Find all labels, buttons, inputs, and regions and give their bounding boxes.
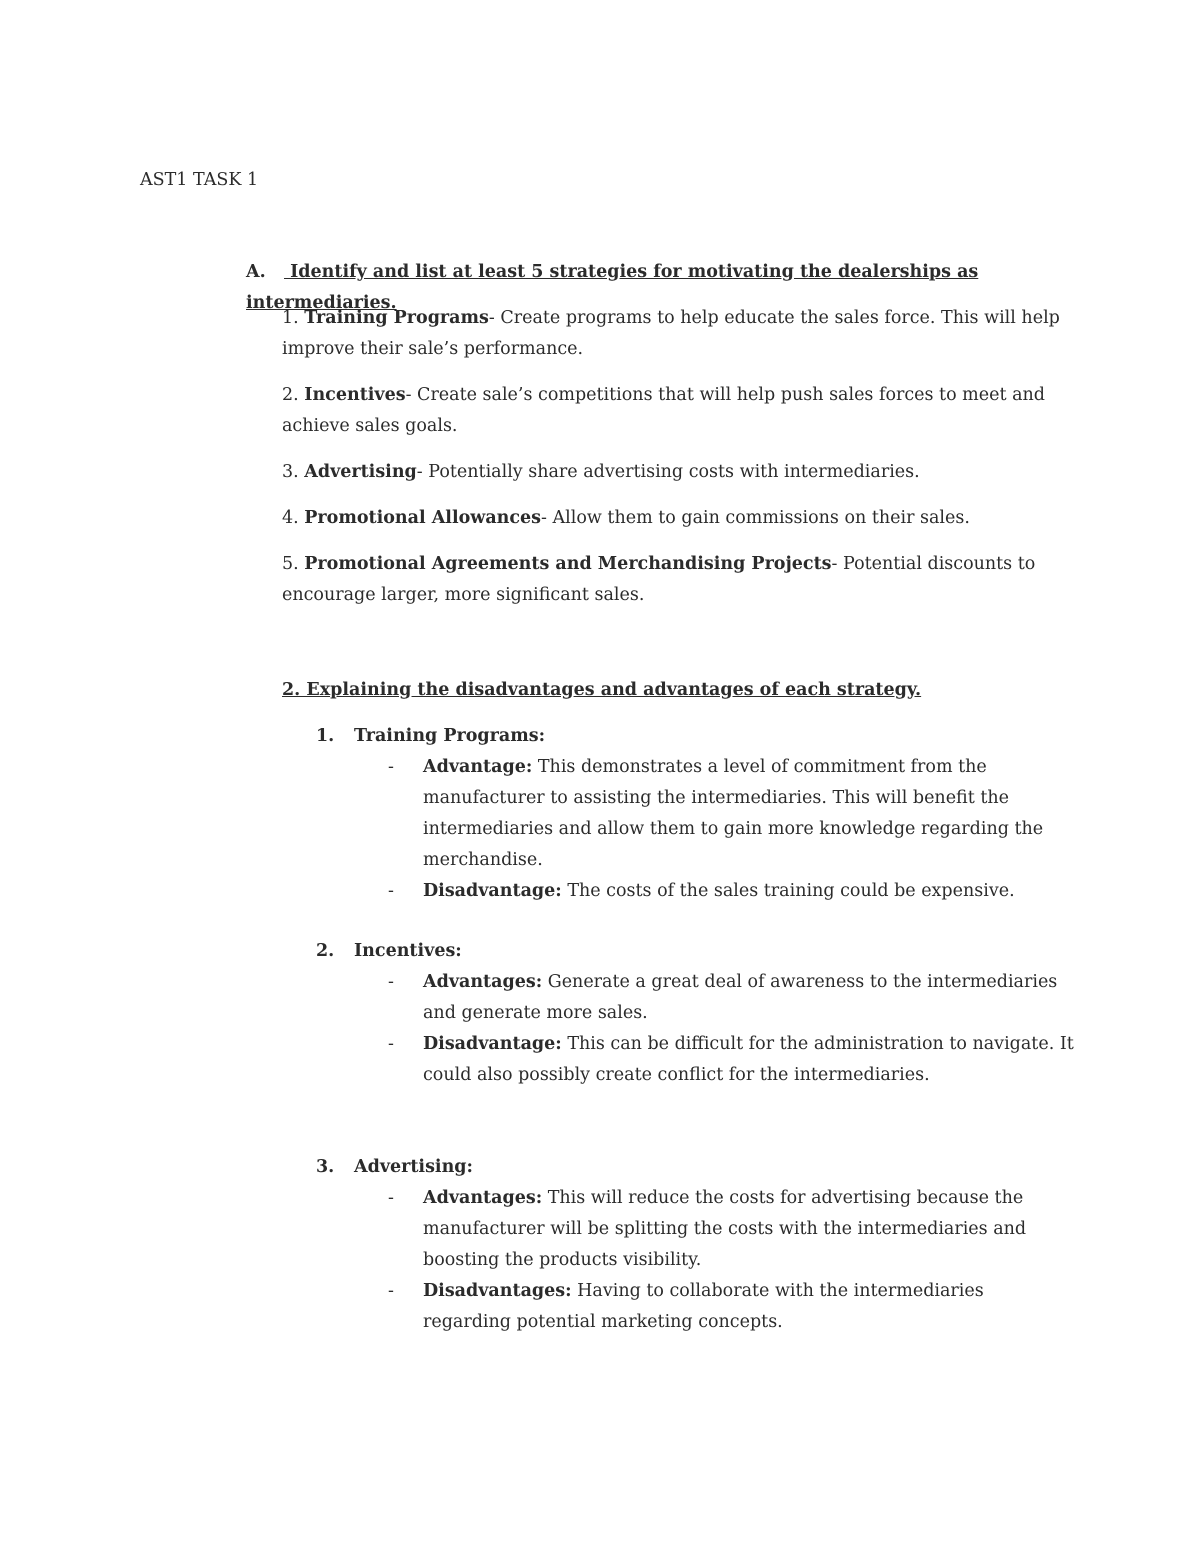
strategy-detail-number: 1. bbox=[316, 726, 335, 746]
point-text: Having to collaborate with the intermediaries regarding potential marketing concepts. bbox=[423, 1281, 984, 1332]
strategy-item bbox=[282, 549, 1072, 611]
point-list bbox=[316, 967, 1076, 1091]
strategy-term: Training Programs bbox=[304, 308, 489, 328]
point-label: Disadvantage: bbox=[423, 1034, 562, 1054]
strategy-detail-heading bbox=[316, 1152, 1076, 1183]
strategy-item bbox=[282, 457, 1072, 488]
point-text: Generate a great deal of awareness to the intermediaries and generate more sales. bbox=[423, 972, 1058, 1023]
section-a-letter: A. bbox=[246, 262, 266, 282]
strategy-description: - Potentially share advertising costs with intermediaries. bbox=[416, 462, 920, 482]
advantage-point bbox=[316, 752, 1076, 876]
disadvantage-point bbox=[316, 876, 1076, 907]
strategy-detail-number: 3. bbox=[316, 1157, 335, 1177]
strategy-description: - Potential discounts to encourage larger, more significant sales. bbox=[282, 554, 1036, 605]
strategy-item bbox=[282, 303, 1072, 365]
section-2-heading: 2. Explaining the disadvantages and advantages of each strategy. bbox=[282, 680, 922, 700]
advantage-point bbox=[316, 967, 1076, 1029]
point-label: Disadvantages: bbox=[423, 1281, 572, 1301]
strategy-number: 3. bbox=[282, 462, 305, 482]
strategy-detail-advertising bbox=[316, 1152, 1076, 1338]
point-text: The costs of the sales training could be expensive. bbox=[561, 881, 1015, 901]
strategy-list bbox=[282, 303, 1072, 626]
strategy-item bbox=[282, 380, 1072, 442]
strategy-description: - Allow them to gain commissions on their sales. bbox=[541, 508, 970, 528]
strategy-number: 5. bbox=[282, 554, 305, 574]
point-label: Advantages: bbox=[423, 1188, 543, 1208]
dash-bullet: - bbox=[388, 972, 394, 992]
advantage-point bbox=[316, 1183, 1076, 1276]
strategy-description: - Create programs to help educate the sales force. This will help improve their sale’s performance. bbox=[282, 308, 1060, 359]
disadvantage-point bbox=[316, 1029, 1076, 1091]
strategy-detail-incentives bbox=[316, 936, 1076, 1091]
strategy-detail-title: Advertising: bbox=[354, 1157, 473, 1177]
strategy-term: Promotional Allowances bbox=[304, 508, 542, 528]
strategy-number: 1. bbox=[282, 308, 305, 328]
strategy-detail-heading bbox=[316, 721, 1076, 752]
point-label: Advantage: bbox=[423, 757, 533, 777]
strategy-detail-title: Training Programs: bbox=[354, 726, 546, 746]
strategy-detail-number: 2. bbox=[316, 941, 335, 961]
strategy-detail-title: Incentives: bbox=[354, 941, 462, 961]
strategy-term: Incentives bbox=[304, 385, 406, 405]
point-list bbox=[316, 1183, 1076, 1338]
dash-bullet: - bbox=[388, 1281, 394, 1301]
strategy-description: - Create sale’s competitions that will help push sales forces to meet and achieve sales goals. bbox=[282, 385, 1045, 436]
strategy-term: Advertising bbox=[304, 462, 417, 482]
dash-bullet: - bbox=[388, 757, 394, 777]
point-list bbox=[316, 752, 1076, 907]
strategy-number: 4. bbox=[282, 508, 305, 528]
strategy-number: 2. bbox=[282, 385, 305, 405]
dash-bullet: - bbox=[388, 881, 394, 901]
strategy-detail-heading bbox=[316, 936, 1076, 967]
point-text: This demonstrates a level of commitment from the manufacturer to assisting the intermediaries. This will benefit the intermediaries and allow them to gain more knowledge regarding the merchandise. bbox=[423, 757, 1044, 870]
point-text: This can be difficult for the administration to navigate. It could also possibly create conflict for the intermediaries. bbox=[423, 1034, 1074, 1085]
point-label: Advantages: bbox=[423, 972, 543, 992]
strategy-detail-training bbox=[316, 721, 1076, 907]
strategy-term: Promotional Agreements and Merchandising Projects bbox=[304, 554, 832, 574]
dash-bullet: - bbox=[388, 1188, 394, 1208]
point-text: This will reduce the costs for advertising because the manufacturer will be splitting the costs with the intermediaries and boosting the products visibility. bbox=[423, 1188, 1027, 1270]
disadvantage-point bbox=[316, 1276, 1076, 1338]
dash-bullet: - bbox=[388, 1034, 394, 1054]
section-a-heading-text: Identify and list at least 5 strategies for motivating the dealerships as intermediaries. bbox=[246, 262, 979, 313]
point-label: Disadvantage: bbox=[423, 881, 562, 901]
strategy-item bbox=[282, 503, 1072, 534]
document-title: AST1 TASK 1 bbox=[140, 170, 259, 190]
